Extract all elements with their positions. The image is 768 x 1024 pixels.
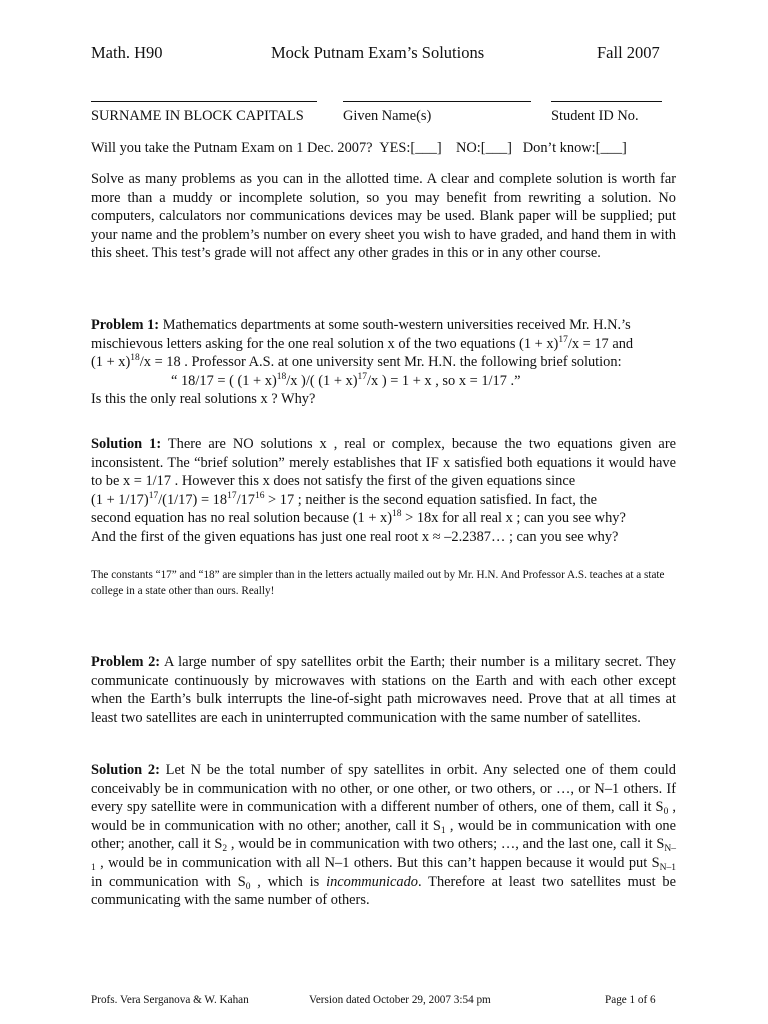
problem-2-label: Problem 2:: [91, 654, 161, 670]
putnam-question: [91, 139, 691, 158]
exponent: 17: [558, 334, 568, 345]
exponent: 17: [227, 490, 237, 501]
solution-1-text: There are NO solutions x , real or complex, because the two equations given are inconsistent. The “brief solution” merely establishes that IF x satisfied both equations it would have to be x = 1/17 . However this x does not satisfy the first of the given equations since: [91, 436, 677, 490]
dont-know-checkbox[interactable]: Don’t know:[___]: [522, 140, 627, 156]
sol1-eq-a: (1 + 1/17): [91, 491, 149, 508]
surname-label: SURNAME IN BLOCK CAPITALS: [91, 108, 304, 124]
subscript: 0: [663, 807, 669, 818]
exponent: 18: [130, 353, 140, 364]
solution-1: [91, 435, 676, 547]
student-id-label: Student ID No.: [551, 108, 639, 124]
term: Fall 2007: [597, 43, 660, 62]
course-name: Math. H90: [91, 43, 163, 62]
exponent: 17: [148, 490, 159, 501]
problem-1-line-2-end: /x = 17 and: [567, 335, 634, 352]
sol1-eq-d: > 17 ; neither is the second equation satisfied. In fact, the: [264, 491, 598, 508]
subscript: 1: [440, 825, 446, 836]
eq-part-a: “ 18/17 = ( (1 + x): [171, 372, 277, 389]
surname-blank-line[interactable]: [91, 101, 317, 102]
putnam-question-text: Will you take the Putnam Exam on 1 Dec. 2007?: [91, 140, 373, 156]
footer-version: Version dated October 29, 2007 3:54 pm: [309, 994, 491, 1006]
eq-part-c: /x ) = 1 + x , so x = 1/17 .”: [367, 372, 521, 389]
eq-part-b: /x )/( (1 + x): [286, 372, 358, 389]
no-checkbox[interactable]: NO:[___]: [456, 140, 512, 156]
sol2-part-7: , which is: [250, 873, 327, 890]
page-title: Mock Putnam Exam’s Solutions: [271, 43, 485, 62]
exponent: 16: [254, 490, 265, 501]
solution-2-label: Solution 2:: [91, 762, 160, 778]
footer-page-number: Page 1 of 6: [605, 994, 656, 1006]
problem-1-line-3a: (1 + x): [91, 354, 131, 371]
student-id-blank-line[interactable]: [551, 101, 662, 102]
footer-authors: Profs. Vera Serganova & W. Kahan: [91, 994, 249, 1006]
yes-checkbox[interactable]: YES:[___]: [379, 140, 442, 156]
problem-1-line-1: Mathematics departments at some south-western universities received Mr. H.N.’s: [162, 317, 631, 333]
sol2-part-1: Let N be the total number of spy satellites in orbit. Any selected one of them could conceivably be in communication with no other, or one other, or two others, or …, or N–1 others. If every spy satellite were in communication with a different number of others, one of them, call it S: [91, 762, 676, 816]
sol2-part-2: , would be in communication with no other; another, call it S: [91, 799, 677, 834]
sol1-line3-b: > 18x for all real x ; can you see why?: [401, 510, 626, 527]
instructions-paragraph: Solve as many problems as you can in the allotted time. A clear and complete solution is worth far more than a muddy or incomplete solution, so you may benefit from rewriting a solution. No computers, calculators nor communications devices may be used. Blank paper will be supplied; put your name and the problem’s number on every sheet you wish to have graded, and hand them in with this sheet. This test’s grade will not affect any other grades in this or in any other course.: [91, 171, 676, 262]
sol1-line4: And the first of the given equations has just one real root x ≈ –2.2387… ; can you see why?: [91, 528, 619, 545]
problem-1: [91, 316, 676, 409]
note-paragraph: The constants “17” and “18” are simpler than in the letters actually mailed out by Mr. H.N. And Professor A.S. teaches at a state college in a state other than ours. Really!: [91, 569, 665, 597]
subscript: N–1: [91, 844, 677, 873]
sol1-line3-a: second equation has no real solution because (1 + x): [91, 510, 393, 527]
solution-1-label: Solution 1:: [91, 436, 162, 452]
sol2-part-3: , would be in communication with one other; another, call it S: [91, 817, 677, 853]
subscript: 2: [222, 844, 228, 855]
sol1-eq-c: /17: [236, 491, 255, 508]
problem-2: [91, 653, 676, 727]
subscript: N–1: [659, 862, 676, 873]
sol2-part-5: , would be in communication with all N–1 others. But this can’t happen because it would put S: [95, 854, 660, 871]
sol1-eq-b: /(1/17) = 18: [158, 491, 228, 508]
exponent: 17: [357, 371, 368, 382]
brief-solution-equation: [91, 372, 676, 391]
given-name-label: Given Name(s): [343, 108, 432, 124]
solution-2: [91, 761, 676, 910]
problem-1-line-2: mischievous letters asking for the one real solution x of the two equations (1 + x): [91, 335, 559, 352]
problem-2-text: A large number of spy satellites orbit the Earth; their number is a military secret. They communicate continuously by microwaves with stations on the Earth and with each other except when the Earth’s bulk interrupts the line-of-sight path microwaves need. Prove that at all times at least two satellites are each in uninterrupted communication with the same number of satellites.: [91, 654, 676, 726]
problem-1-question: Is this the only real solutions x ? Why?: [91, 391, 316, 408]
problem-1-line-3b: /x = 18 . Professor A.S. at one university sent Mr. H.N. the following brief solution:: [139, 354, 622, 371]
problem-1-label: Problem 1:: [91, 317, 160, 333]
sol2-part-6: in communication with S: [91, 873, 246, 890]
subscript: 0: [245, 881, 251, 892]
sol2-part-4: , would be in communication with two others; …, and the last one, call it S: [227, 836, 665, 853]
given-name-blank-line[interactable]: [343, 101, 531, 102]
sol2-part-8: . Therefore at least two satellites must be communicating with the same number of others.: [91, 873, 676, 909]
incommunicado-word: incommunicado: [326, 873, 419, 890]
exponent: 18: [276, 371, 287, 382]
exponent: 18: [392, 509, 402, 520]
